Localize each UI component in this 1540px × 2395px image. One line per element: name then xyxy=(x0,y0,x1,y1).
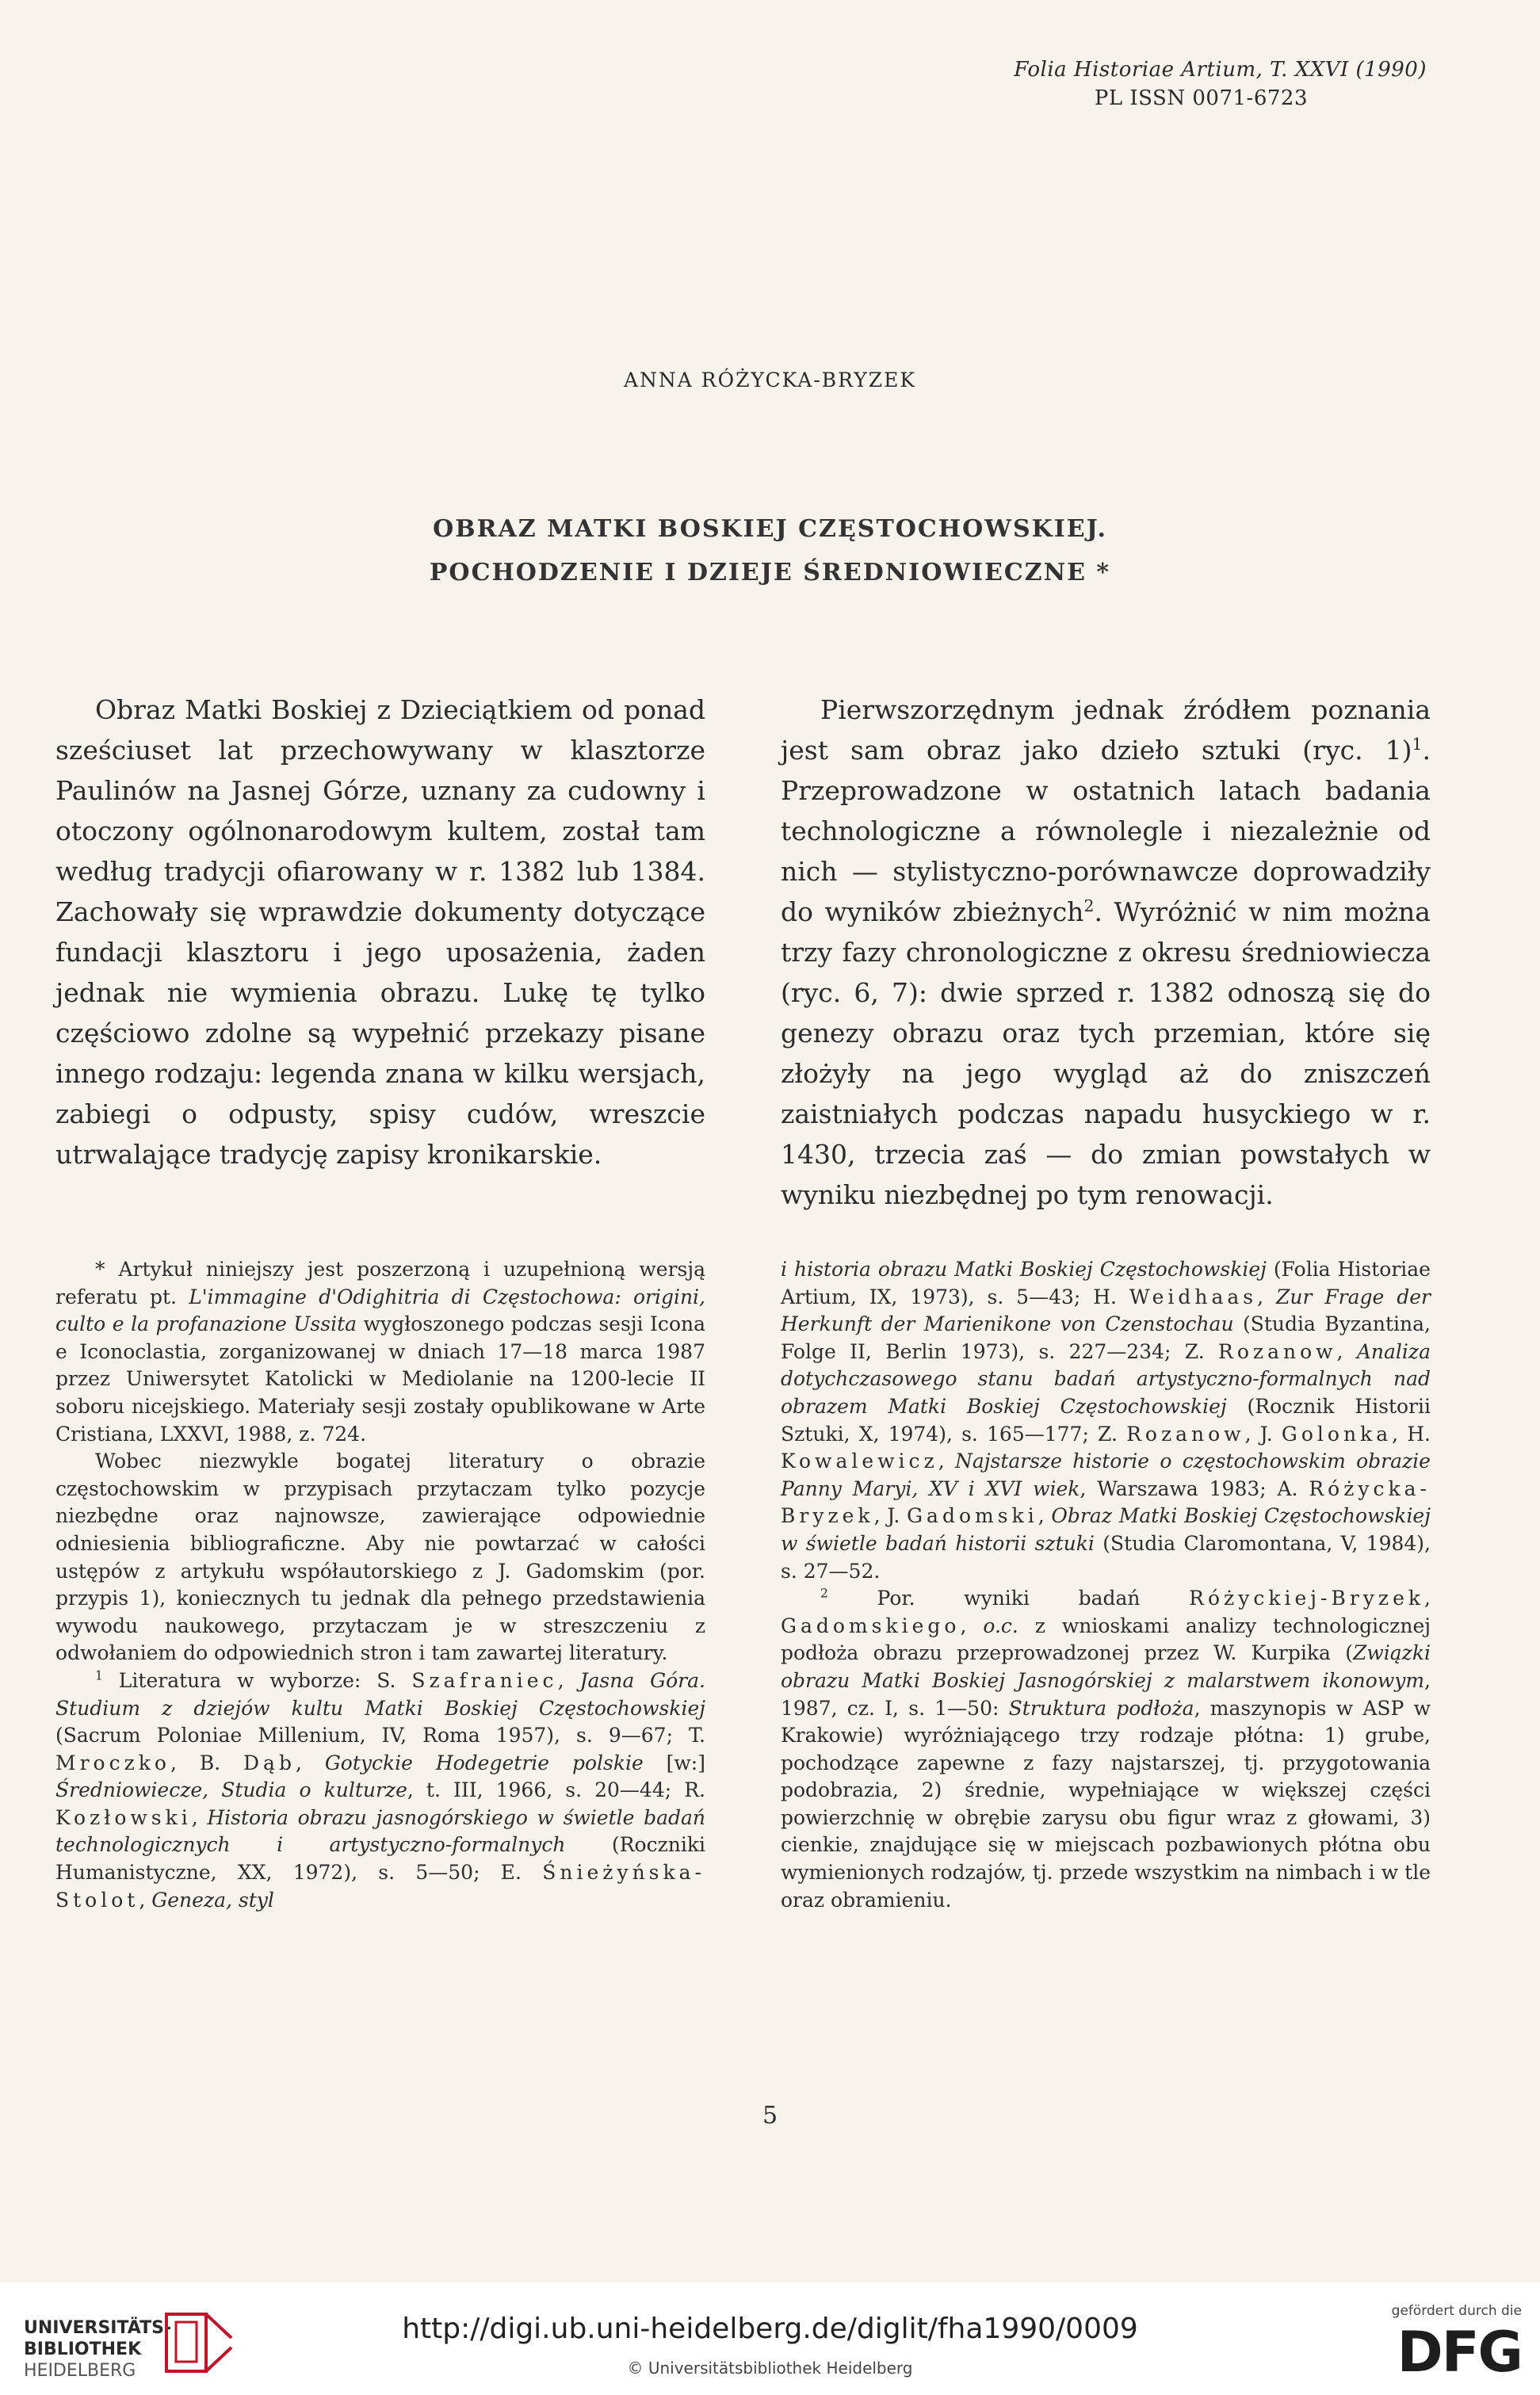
body-text: . Wyróżnić w nim można trzy fazy chronologiczne z okresu średniowiecza (ryc. 6, 7): dwie sprzed r. 1382 odnoszą się do genezy obrazu oraz tych przemian, które się złożyły na jego wygląd aż do zniszczeń zaistniałych podczas napadu husyckiego w r. 1430, trzecia zaś — do zmian powstałych w wyniku niezbędnej po tym renowacji. xyxy=(781,896,1431,1210)
author-ref: Szafraniec xyxy=(411,1668,558,1692)
page-number: 5 xyxy=(762,2102,778,2130)
body-column-left xyxy=(55,689,705,1175)
footnotes-column-left xyxy=(55,1256,705,1914)
issn: PL ISSN 0071-6723 xyxy=(1094,86,1308,110)
footnote-text: , J. xyxy=(1244,1422,1282,1446)
work-title: Gotyckie Hodegetrie polskie xyxy=(324,1751,644,1774)
author-ref: Śnieżyńska-Stolot xyxy=(55,1861,705,1912)
footnote-text: , xyxy=(1257,1285,1276,1308)
work-title: Historia obrazu jasnogórskiego w świetle badań technologicznych i artystyczno-formalnych xyxy=(55,1805,705,1857)
work-title: Obraz Matki Boskiej Częstochowskiej w świetle badań historii sztuki xyxy=(781,1504,1431,1555)
title-line-2: POCHODZENIE I DZIEJE ŚREDNIOWIECZNE * xyxy=(429,559,1111,586)
author-ref: Kozłowski xyxy=(55,1805,192,1829)
footnote-text: (Sacrum Poloniae Millenium, IV, Roma 1957), s. 9—67; T. xyxy=(55,1724,705,1748)
work-title: Jasna Góra. Studium z dziejów kultu Matki Boskiej Częstochowskiej xyxy=(55,1668,705,1720)
footnote-text: , xyxy=(295,1751,325,1774)
work-title: i historia obrazu Matki Boskiej Częstochowskiej xyxy=(781,1258,1267,1281)
footnote-text: , xyxy=(557,1668,580,1692)
author-ref: Gadomski xyxy=(907,1504,1038,1528)
footnote-text: , B. xyxy=(170,1751,244,1774)
author-ref: Gadomskiego xyxy=(781,1614,961,1637)
body-column-right xyxy=(781,689,1431,1215)
title-line-1: OBRAZ MATKI BOSKIEJ CZĘSTOCHOWSKIEJ. xyxy=(433,515,1107,543)
footnote-text: Literatura w wyborze: S. xyxy=(102,1668,412,1692)
footnote-text: , J. xyxy=(873,1504,908,1528)
footnote-text: , xyxy=(139,1888,152,1912)
footnote-title: L'immagine d'Odighitria di Częstochowa: origini, culto e la profanazione Ussita xyxy=(55,1285,706,1336)
body-text: Pierwszorzędnym jednak źródłem poznania jest sam obraz jako dzieło sztuki (ryc. 1) xyxy=(781,694,1431,766)
footnotes-column-right xyxy=(781,1256,1431,1914)
author-ref: Golonka xyxy=(1281,1422,1393,1446)
article-title xyxy=(0,507,1540,594)
permalink-url[interactable]: http://digi.ub.uni-heidelberg.de/diglit/fha1990/0009 xyxy=(402,2313,1138,2345)
footnote-text: Por. wyniki badań xyxy=(827,1587,1190,1610)
footnote-text: , xyxy=(1336,1339,1357,1363)
library-name-line-2: BIBLIOTHEK xyxy=(24,2340,142,2359)
footnote-ref-2[interactable]: 2 xyxy=(1083,896,1095,915)
author-ref: Weidhaas xyxy=(1129,1285,1258,1308)
footnote-number: 1 xyxy=(95,1668,103,1683)
library-name-line-1: UNIVERSITÄTS- xyxy=(24,2318,172,2338)
work-title: Związki obrazu Matki Boskiej Jasnogórskiej z malarstwem ikonowym xyxy=(781,1641,1431,1692)
footnote-text: , t. III, 1966, s. 20—44; R. xyxy=(407,1778,705,1802)
journal-header xyxy=(935,55,1427,113)
work-title: Najstarsze historie o częstochowskim obrazie Panny Maryi, XV i XVI wiek xyxy=(781,1450,1431,1500)
author-name: ANNA RÓŻYCKA-BRYZEK xyxy=(623,369,917,392)
footnote-note: Wobec niezwykle bogatej literatury o obrazie częstochowskim w przypisach przytaczam tylko pozycje niezbędne oraz najnowsze, zawierające odpowiednie odniesienia bibliograficzne. Aby nie powtarzać w całości ustępów z artykułu współautorskiego z J. Gadomskim (por. przypis 1), koniecznych tu jednak dla pełnego przedstawienia wywodu naukowego, przytaczam je w streszczeniu z odwołaniem do odpowiednich stron i tam zawartej literatury. xyxy=(55,1450,705,1665)
funding-label: gefördert durch die xyxy=(1391,2303,1522,2319)
author-ref: Różyckiej-Bryzek xyxy=(1189,1587,1425,1610)
footnote-text: , xyxy=(191,1805,208,1829)
footnote-text: (Roczniki Humanistyczne, XX, 1972), s. 5—50; E. xyxy=(55,1833,705,1885)
dfg-logo[interactable]: DFG xyxy=(1397,2320,1522,2385)
footnote-text: , xyxy=(1037,1504,1052,1528)
footnote-text: * Artykuł niniejszy jest poszerzoną i uzupełnioną wersją referatu pt. xyxy=(55,1258,705,1308)
journal-citation: Folia Historiae Artium, T. XXVI (1990) xyxy=(1014,58,1427,82)
work-title: Struktura podłoża xyxy=(1008,1696,1194,1720)
copyright-notice: © Universitätsbibliothek Heidelberg xyxy=(627,2359,913,2378)
footnote-1-continued xyxy=(781,1256,1431,1585)
footnote-text: wygłoszonego podczas sesji Icona e Iconoclastia, zorganizowanej w dniach 17—18 marca 1987 przez Uniwersytet Katolicki w Mediolanie na 1200-lecie II soboru nicejskiego. Materiały sesji zostały opublikowane w Arte Cristiana, LXXVI, 1988, z. 724. xyxy=(55,1312,705,1446)
footnote-text: , 1987, cz. I, s. 1—50: xyxy=(781,1668,1431,1720)
footnote-text: (Studia Byzantina, Folge II, Berlin 1973), s. 227—234; Z. xyxy=(781,1312,1431,1363)
footnote-star xyxy=(55,1256,705,1448)
footnote-text: , Warszawa 1983; A. xyxy=(1080,1476,1309,1500)
footnote-2 xyxy=(781,1585,1431,1914)
body-paragraph xyxy=(781,689,1431,1215)
body-text: . Przeprowadzone w ostatnich latach badania technologiczne a równolegle i niezależnie od nich — stylistyczno-porównawcze doprowadziły do wyników zbieżnych xyxy=(781,735,1431,927)
footnote-text: , maszynopis w ASP w Krakowie) wyróżniającego trzy rodzaje płótna: 1) grube, pochodzące zapewne z fazy najstarszej, tj. przygotowania podobrazia, 2) średnie, wypełniające w większej części powierzchnię w obrębie zarysu obu figur wraz z głowami, 3) cienkie, znajdujące się w miejscach pozbawionych płótna obu wymienionych rodzajów, tj. przede wszystkim na nimbach i w tle oraz obramieniu. xyxy=(781,1696,1431,1912)
footnote-text: (Studia Claromontana, V, 1984), s. 27—52. xyxy=(781,1531,1431,1583)
library-name-line-3: HEIDELBERG xyxy=(24,2361,136,2381)
footnote-text: , xyxy=(960,1614,984,1637)
author-ref: Dąb xyxy=(243,1751,296,1774)
body-paragraph: Obraz Matki Boskiej z Dzieciątkiem od ponad sześciuset lat przechowywany w klasztorze Paulinów na Jasnej Górze, uznany za cudowny i otoczony ogólnonarodowym kultem, został tam według tradycji ofiarowany w r. 1382 lub 1384. Zachowały się wprawdzie dokumenty dotyczące fundacji klasztoru i jego uposażenia, żaden jednak nie wymienia obrazu. Lukę tę tylko częściowo zdolne są wypełnić przekazy pisane innego rodzaju: legenda znana w kilku wersjach, zabiegi o odpusty, spisy cudów, wreszcie utrwalające tradycję zapisy kronikarskie. xyxy=(55,694,705,1170)
viewer-footer xyxy=(0,2282,1540,2395)
footnote-number: 2 xyxy=(820,1586,828,1601)
author-ref: Rozanow xyxy=(1218,1339,1337,1363)
author-ref: Rozanow xyxy=(1126,1422,1245,1446)
work-title: Analiza dotychczasowego stanu badań artystyczno-formalnych nad obrazem Matki Boskiej Częstochowskiej xyxy=(781,1339,1431,1418)
work-title: Zur Frage der Herkunft der Marienikone von Czenstochau xyxy=(781,1285,1431,1336)
author-ref: Mroczko xyxy=(55,1751,170,1774)
footnote-text: (Folia Historiae Artium, IX, 1973), s. 5—43; H. xyxy=(781,1258,1431,1308)
footnote-text: (Rocznik Historii Sztuki, X, 1974), s. 165—177; Z. xyxy=(781,1394,1431,1446)
footnote-text: [w:] xyxy=(643,1751,705,1774)
work-title: Średniowiecze, Studia o kulturze xyxy=(55,1778,407,1802)
footnote-1 xyxy=(55,1667,705,1914)
footnote-text: z wnioskami analizy technologicznej podłoża obrazu przeprowadzonej przez W. Kurpika ( xyxy=(781,1614,1431,1665)
work-title: Geneza, styl xyxy=(151,1888,274,1912)
footnote-ref-1[interactable]: 1 xyxy=(1412,735,1423,754)
author-ref: Kowalewicz xyxy=(781,1450,938,1473)
footnote-text: , H. xyxy=(1392,1422,1431,1446)
author-ref: Różycka-Bryzek xyxy=(781,1476,1431,1528)
footnote-text: , xyxy=(1424,1587,1431,1610)
footnote-text: , xyxy=(938,1450,955,1473)
work-title: o.c. xyxy=(983,1614,1018,1637)
